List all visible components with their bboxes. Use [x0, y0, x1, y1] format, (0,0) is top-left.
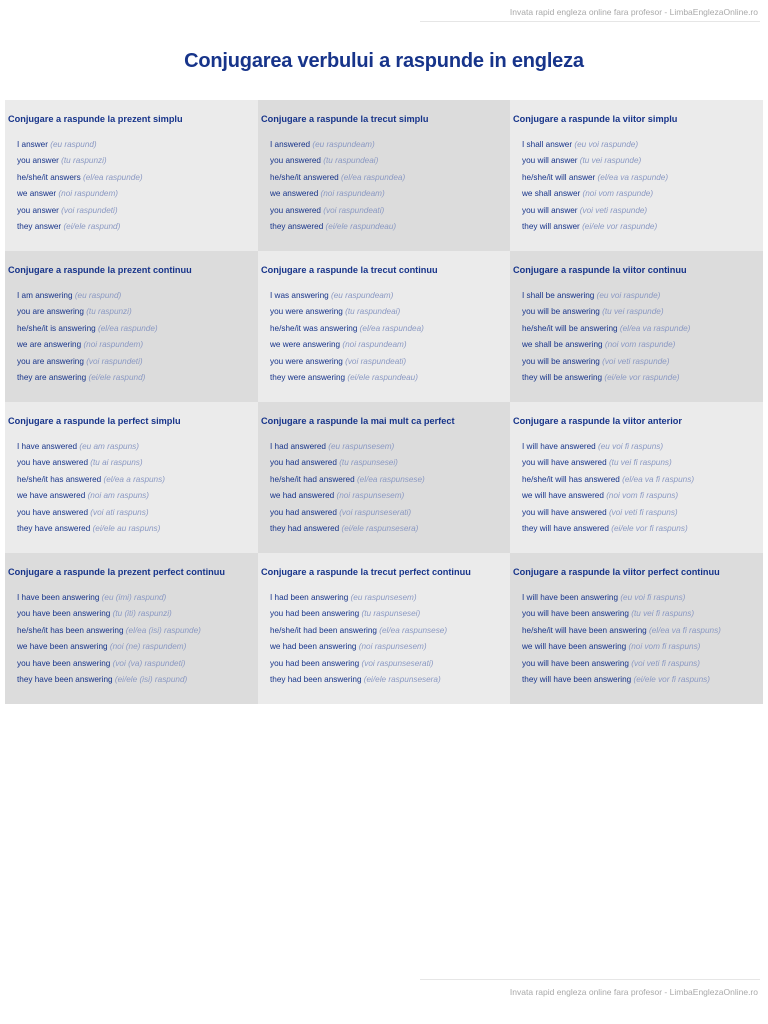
romanian-translation: (voi veti raspunde): [602, 356, 670, 366]
romanian-translation: (el/ea raspundea): [341, 172, 406, 182]
english-form: you will have been answering: [522, 658, 629, 668]
english-form: you will be answering: [522, 356, 600, 366]
romanian-translation: (ei/ele raspundeau): [325, 222, 397, 232]
tense-cell: [5, 553, 258, 704]
english-form: they were answering: [270, 373, 346, 383]
romanian-translation: (noi vom raspunde): [604, 340, 676, 350]
conjugation-line: [522, 590, 760, 606]
tense-title: Conjugare a raspunde la perfect simplu: [8, 416, 181, 426]
english-form: you have been answering: [17, 609, 111, 619]
conjugation-list: [261, 439, 507, 537]
conjugation-line: [522, 137, 760, 153]
romanian-translation: (eu raspund): [50, 140, 97, 149]
conjugation-line: [522, 354, 760, 370]
english-form: they answer: [17, 222, 62, 232]
site-footer-note: Invata rapid engleza online fara profesor - LimbaEnglezaOnline.ro: [509, 987, 758, 997]
romanian-translation: (tu vei fi raspuns): [631, 609, 695, 619]
romanian-translation: (noi vom fi raspuns): [628, 642, 701, 652]
english-form: he/she/it will be answering: [522, 323, 618, 333]
english-form: I am answering: [17, 291, 73, 300]
conjugation-line: [270, 153, 507, 169]
english-form: we will have answered: [522, 491, 604, 501]
english-form: you answered: [270, 205, 321, 215]
romanian-translation: (tu raspunzi): [61, 156, 107, 166]
conjugation-line: [522, 203, 760, 219]
romanian-translation: (tu raspundeai): [345, 307, 401, 317]
romanian-translation: (voi raspundeati): [345, 356, 407, 366]
conjugation-line: [522, 439, 760, 455]
conjugation-line: [17, 455, 255, 471]
english-form: I have answered: [17, 442, 78, 451]
romanian-translation: (el/ea va raspunde): [597, 172, 669, 182]
tense-title: Conjugare a raspunde la viitor continuu: [513, 265, 687, 275]
english-form: you had answered: [270, 458, 337, 468]
romanian-translation: (noi raspunsesem): [336, 491, 405, 501]
english-form: you had been answering: [270, 658, 360, 668]
english-form: he/she/it was answering: [270, 323, 358, 333]
conjugation-line: [522, 304, 760, 320]
conjugation-list: [8, 439, 255, 537]
tense-title: Conjugare a raspunde la mai mult ca perfect: [261, 416, 455, 426]
conjugation-line: [522, 639, 760, 655]
conjugation-line: [17, 623, 255, 639]
english-form: he/she/it had answered: [270, 474, 355, 484]
conjugation-line: [270, 606, 507, 622]
conjugation-line: [522, 488, 760, 504]
romanian-translation: (voi raspunseserati): [339, 507, 412, 517]
conjugation-line: [270, 672, 507, 688]
romanian-translation: (el/ea raspunde): [83, 172, 143, 182]
romanian-translation: (el/ea va fi raspuns): [649, 625, 721, 635]
page-title: Conjugarea verbului a raspunde in engleza: [184, 50, 584, 72]
conjugation-line: [522, 455, 760, 471]
english-form: you were answering: [270, 307, 343, 317]
english-form: you are answering: [17, 307, 84, 317]
tense-title: Conjugare a raspunde la viitor anterior: [513, 416, 682, 426]
conjugation-line: [522, 521, 760, 537]
english-form: they have been answering: [17, 675, 113, 685]
english-form: I was answering: [270, 291, 329, 300]
conjugation-line: [270, 370, 507, 386]
conjugation-line: [17, 203, 255, 219]
romanian-translation: (eu voi raspunde): [574, 140, 639, 149]
conjugation-list: [261, 288, 507, 386]
english-form: they answered: [270, 222, 324, 232]
english-form: we have been answering: [17, 642, 108, 652]
romanian-translation: (tu raspunzi): [86, 307, 132, 317]
conjugation-line: [17, 370, 255, 386]
english-form: I shall answer: [522, 140, 573, 149]
romanian-translation: (eu voi fi raspuns): [598, 442, 664, 451]
tense-title: Conjugare a raspunde la trecut simplu: [261, 114, 429, 124]
tense-cell: [5, 402, 258, 553]
tense-title: Conjugare a raspunde la trecut perfect continuu: [261, 567, 471, 577]
english-form: you answer: [17, 156, 59, 166]
tense-cell: [5, 251, 258, 402]
romanian-translation: (el/ea va raspunde): [619, 323, 691, 333]
english-form: they have answered: [17, 524, 91, 534]
english-form: we answered: [270, 189, 319, 199]
romanian-translation: (voi raspundeti): [61, 205, 118, 215]
english-form: you will have answered: [522, 507, 607, 517]
romanian-translation: (ei/ele raspunsesera): [341, 524, 419, 534]
conjugation-line: [522, 288, 760, 304]
romanian-translation: (ei/ele raspunsesera): [363, 675, 441, 685]
english-form: you will be answering: [522, 307, 600, 317]
conjugation-line: [17, 505, 255, 521]
english-form: he/she/it is answering: [17, 323, 96, 333]
english-form: he/she/it had been answering: [270, 625, 377, 635]
english-form: we have answered: [17, 491, 86, 501]
tense-cell: [258, 100, 510, 251]
conjugation-line: [522, 321, 760, 337]
romanian-translation: (noi raspundeam): [342, 340, 407, 350]
romanian-translation: (voi veti fi raspuns): [631, 658, 700, 668]
conjugation-line: [17, 639, 255, 655]
header-divider: [420, 21, 760, 22]
english-form: you had answered: [270, 507, 337, 517]
english-form: you are answering: [17, 356, 84, 366]
romanian-translation: (voi ati raspuns): [90, 507, 149, 517]
romanian-translation: (ei/ele vor raspunde): [604, 373, 680, 383]
conjugation-line: [17, 288, 255, 304]
conjugation-line: [270, 219, 507, 235]
conjugation-line: [17, 606, 255, 622]
romanian-translation: (voi veti raspunde): [579, 205, 648, 215]
english-form: you will answer: [522, 205, 578, 215]
english-form: you will have answered: [522, 458, 607, 468]
tense-cell: [5, 100, 258, 251]
conjugation-line: [17, 488, 255, 504]
conjugation-line: [17, 170, 255, 186]
tense-title: Conjugare a raspunde la viitor simplu: [513, 114, 678, 124]
romanian-translation: (eu raspunsesem): [350, 593, 417, 602]
romanian-translation: (el/ea raspunde): [98, 323, 158, 333]
conjugation-line: [17, 321, 255, 337]
romanian-translation: (eu raspundeam): [331, 291, 394, 300]
english-form: he/she/it will has answered: [522, 474, 620, 484]
conjugation-grid: [5, 100, 763, 704]
romanian-translation: (noi raspundem): [58, 189, 119, 199]
romanian-translation: (eu voi fi raspuns): [620, 593, 686, 602]
conjugation-line: [270, 321, 507, 337]
conjugation-list: [8, 137, 255, 235]
romanian-translation: (tu raspundeai): [323, 156, 379, 166]
romanian-translation: (ei/ele vor raspunde): [582, 222, 658, 232]
romanian-translation: (el/ea raspundea): [359, 323, 424, 333]
conjugation-line: [522, 186, 760, 202]
romanian-translation: (ei/ele au raspuns): [92, 524, 161, 534]
romanian-translation: (voi veti fi raspuns): [608, 507, 678, 517]
english-form: he/she/it answers: [17, 172, 81, 182]
english-form: they will have been answering: [522, 675, 632, 685]
conjugation-list: [513, 137, 760, 235]
english-form: they will have answered: [522, 524, 609, 534]
tense-title: Conjugare a raspunde la prezent perfect continuu: [8, 567, 225, 577]
tense-cell: [258, 553, 510, 704]
english-form: I have been answering: [17, 593, 100, 602]
english-form: we had been answering: [270, 642, 357, 652]
romanian-translation: (el/ea (isi) raspunde): [125, 625, 201, 635]
tense-cell: [510, 100, 763, 251]
romanian-translation: (el/ea raspunsese): [379, 625, 448, 635]
english-form: you answer: [17, 205, 59, 215]
conjugation-line: [17, 186, 255, 202]
romanian-translation: (eu raspundeam): [312, 140, 375, 149]
conjugation-line: [270, 521, 507, 537]
conjugation-line: [522, 672, 760, 688]
english-form: he/she/it has answered: [17, 474, 102, 484]
romanian-translation: (ei/ele raspundeau): [347, 373, 418, 383]
english-form: they are answering: [17, 373, 87, 383]
conjugation-line: [270, 639, 507, 655]
conjugation-line: [17, 219, 255, 235]
conjugation-line: [522, 153, 760, 169]
english-form: they will be answering: [522, 373, 603, 383]
romanian-translation: (ei/ele raspund): [88, 373, 146, 383]
romanian-translation: (el/ea raspunsese): [356, 474, 425, 484]
english-form: I shall be answering: [522, 291, 595, 300]
romanian-translation: (noi am raspuns): [87, 491, 149, 501]
site-header-note: Invata rapid engleza online fara profesor - LimbaEnglezaOnline.ro: [509, 7, 758, 17]
conjugation-list: [8, 288, 255, 386]
conjugation-line: [270, 590, 507, 606]
conjugation-line: [270, 656, 507, 672]
conjugation-line: [17, 590, 255, 606]
conjugation-line: [270, 170, 507, 186]
conjugation-line: [270, 337, 507, 353]
conjugation-line: [522, 606, 760, 622]
english-form: you have answered: [17, 458, 89, 468]
tense-cell: [258, 251, 510, 402]
conjugation-list: [261, 590, 507, 688]
conjugation-line: [270, 186, 507, 202]
conjugation-line: [522, 370, 760, 386]
conjugation-line: [270, 354, 507, 370]
romanian-translation: (tu vei raspunde): [602, 307, 664, 317]
english-form: you have been answering: [17, 658, 111, 668]
english-form: we shall answer: [522, 189, 581, 199]
romanian-translation: (tu (iti) raspunzi): [112, 609, 172, 619]
english-form: they had answered: [270, 524, 340, 534]
conjugation-line: [270, 623, 507, 639]
romanian-translation: (eu (imi) raspund): [101, 593, 167, 602]
conjugation-line: [270, 472, 507, 488]
english-form: he/she/it will have been answering: [522, 625, 647, 635]
conjugation-line: [270, 137, 507, 153]
english-form: we are answering: [17, 340, 82, 350]
conjugation-line: [17, 672, 255, 688]
romanian-translation: (noi raspunsesem): [358, 642, 427, 652]
conjugation-line: [270, 488, 507, 504]
conjugation-line: [17, 137, 255, 153]
conjugation-line: [270, 288, 507, 304]
english-form: you were answering: [270, 356, 343, 366]
conjugation-line: [270, 505, 507, 521]
english-form: I will have answered: [522, 442, 596, 451]
tense-cell: [510, 251, 763, 402]
conjugation-line: [270, 455, 507, 471]
romanian-translation: (ei/ele raspund): [63, 222, 121, 232]
tense-title: Conjugare a raspunde la prezent continuu: [8, 265, 192, 275]
romanian-translation: (voi (va) raspundeti): [112, 658, 186, 668]
tense-cell: [510, 553, 763, 704]
romanian-translation: (noi vom raspunde): [582, 189, 654, 199]
romanian-translation: (tu vei raspunde): [579, 156, 642, 166]
conjugation-line: [522, 219, 760, 235]
conjugation-line: [270, 304, 507, 320]
english-form: you had been answering: [270, 609, 360, 619]
english-form: we shall be answering: [522, 340, 603, 350]
conjugation-line: [17, 304, 255, 320]
romanian-translation: (el/ea va fi raspuns): [622, 474, 695, 484]
conjugation-line: [522, 505, 760, 521]
conjugation-line: [522, 170, 760, 186]
romanian-translation: (el/ea a raspuns): [103, 474, 165, 484]
english-form: they had been answering: [270, 675, 362, 685]
tense-cell: [510, 402, 763, 553]
romanian-translation: (eu voi raspunde): [596, 291, 661, 300]
conjugation-line: [17, 354, 255, 370]
tense-title: Conjugare a raspunde la prezent simplu: [8, 114, 183, 124]
conjugation-line: [270, 439, 507, 455]
conjugation-line: [522, 656, 760, 672]
english-form: you answered: [270, 156, 321, 166]
tense-title: Conjugare a raspunde la viitor perfect continuu: [513, 567, 720, 577]
conjugation-line: [17, 656, 255, 672]
romanian-translation: (eu raspund): [74, 291, 122, 300]
romanian-translation: (tu ai raspuns): [90, 458, 143, 468]
english-form: I will have been answering: [522, 593, 619, 602]
conjugation-list: [513, 288, 760, 386]
conjugation-line: [17, 153, 255, 169]
english-form: you will have been answering: [522, 609, 629, 619]
english-form: we answer: [17, 189, 57, 199]
romanian-translation: (eu am raspuns): [79, 442, 139, 451]
tense-title: Conjugare a raspunde la trecut continuu: [261, 265, 438, 275]
english-form: I had answered: [270, 442, 326, 451]
english-form: you will answer: [522, 156, 578, 166]
conjugation-line: [522, 623, 760, 639]
romanian-translation: (eu raspunsesem): [328, 442, 395, 451]
romanian-translation: (noi raspundem): [83, 340, 144, 350]
romanian-translation: (tu raspunsesei): [339, 458, 398, 468]
english-form: you have answered: [17, 507, 89, 517]
tense-cell: [258, 402, 510, 553]
conjugation-list: [513, 590, 760, 688]
conjugation-line: [17, 337, 255, 353]
romanian-translation: (voi raspunseserati): [361, 658, 434, 668]
conjugation-line: [17, 521, 255, 537]
conjugation-line: [17, 439, 255, 455]
romanian-translation: (ei/ele vor fi raspuns): [611, 524, 688, 534]
romanian-translation: (noi raspundeam): [320, 189, 385, 199]
english-form: he/she/it will answer: [522, 172, 596, 182]
romanian-translation: (voi raspundeati): [323, 205, 385, 215]
conjugation-line: [522, 472, 760, 488]
footer-divider: [420, 979, 760, 980]
romanian-translation: (ei/ele (isi) raspund): [114, 675, 188, 685]
romanian-translation: (noi (ne) raspundem): [109, 642, 187, 652]
romanian-translation: (voi raspundeti): [86, 356, 143, 366]
romanian-translation: (noi vom fi raspuns): [606, 491, 679, 501]
conjugation-list: [513, 439, 760, 537]
conjugation-list: [8, 590, 255, 688]
english-form: I answered: [270, 140, 311, 149]
conjugation-line: [522, 337, 760, 353]
english-form: he/she/it answered: [270, 172, 339, 182]
conjugation-list: [261, 137, 507, 235]
english-form: we will have been answering: [522, 642, 627, 652]
english-form: he/she/it has been answering: [17, 625, 124, 635]
english-form: they will answer: [522, 222, 580, 232]
romanian-translation: (ei/ele vor fi raspuns): [633, 675, 710, 685]
english-form: I answer: [17, 140, 48, 149]
romanian-translation: (tu vei fi raspuns): [608, 458, 672, 468]
conjugation-line: [17, 472, 255, 488]
english-form: we were answering: [270, 340, 341, 350]
romanian-translation: (tu raspunsesei): [361, 609, 421, 619]
conjugation-line: [270, 203, 507, 219]
english-form: I had been answering: [270, 593, 349, 602]
english-form: we had answered: [270, 491, 335, 501]
